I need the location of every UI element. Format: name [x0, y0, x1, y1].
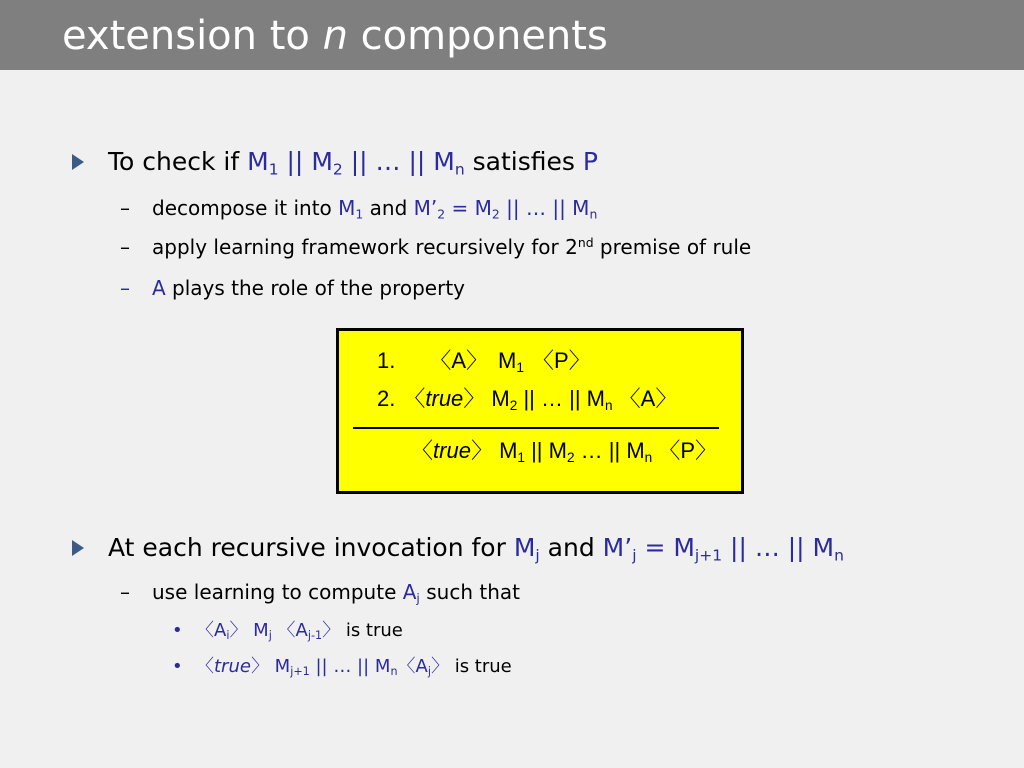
rule-premise-2: 2. 〈true〉 $M_2$ || … || $M_n$ 〈A〉: [377, 386, 678, 413]
slide-title: [62, 12, 608, 60]
bullet-check-text: To check if $M_1$ || $M_2$ || … || $M_n$ satisfies P: [108, 147, 598, 179]
dash-mark: –: [120, 276, 130, 300]
dot-mark: •: [172, 656, 183, 677]
sub-apply-text: apply learning framework recursively for 2nd premise of rule: [152, 235, 752, 259]
dash-mark: –: [120, 580, 130, 604]
sub-decompose-text: decompose it into $M_1$ and $M’_2 = M_2$ || … || $M_n$: [152, 196, 598, 222]
rule-separator: [353, 427, 719, 429]
title-suffix: components: [347, 13, 608, 59]
dot-item-1-text: 〈$A_i$〉 $M_j$ 〈$A_{j-1}$〉 is true: [196, 620, 403, 643]
title-prefix: extension to: [62, 13, 323, 59]
rule-premise-1: 1. 〈A〉 $M_1$ 〈P〉: [377, 348, 591, 375]
inference-rule-box: [336, 328, 744, 494]
sub-property-text: A plays the role of the property: [152, 276, 466, 300]
dot-mark: •: [172, 620, 183, 641]
bullet-recursive-text: At each recursive invocation for $M_j$ and $M’_j = M_{j+1}$ || … || $M_n$: [108, 533, 844, 565]
dash-mark: –: [120, 196, 130, 220]
bullet-arrow-icon: [72, 540, 84, 556]
dash-mark: –: [120, 235, 130, 259]
sub-compute-text: use learning to compute $A_j$ such that: [152, 580, 520, 606]
rule-conclusion: 〈true〉 $M_1$ || $M_2$ … || $M_n$ 〈P〉: [411, 438, 718, 465]
title-italic: n: [322, 13, 348, 59]
dot-item-2-text: 〈true〉 $M_{j+1}$ || … || $M_n$〈$A_j$〉 is true: [196, 656, 512, 679]
bullet-arrow-icon: [72, 154, 84, 170]
title-bar: [0, 0, 1024, 70]
